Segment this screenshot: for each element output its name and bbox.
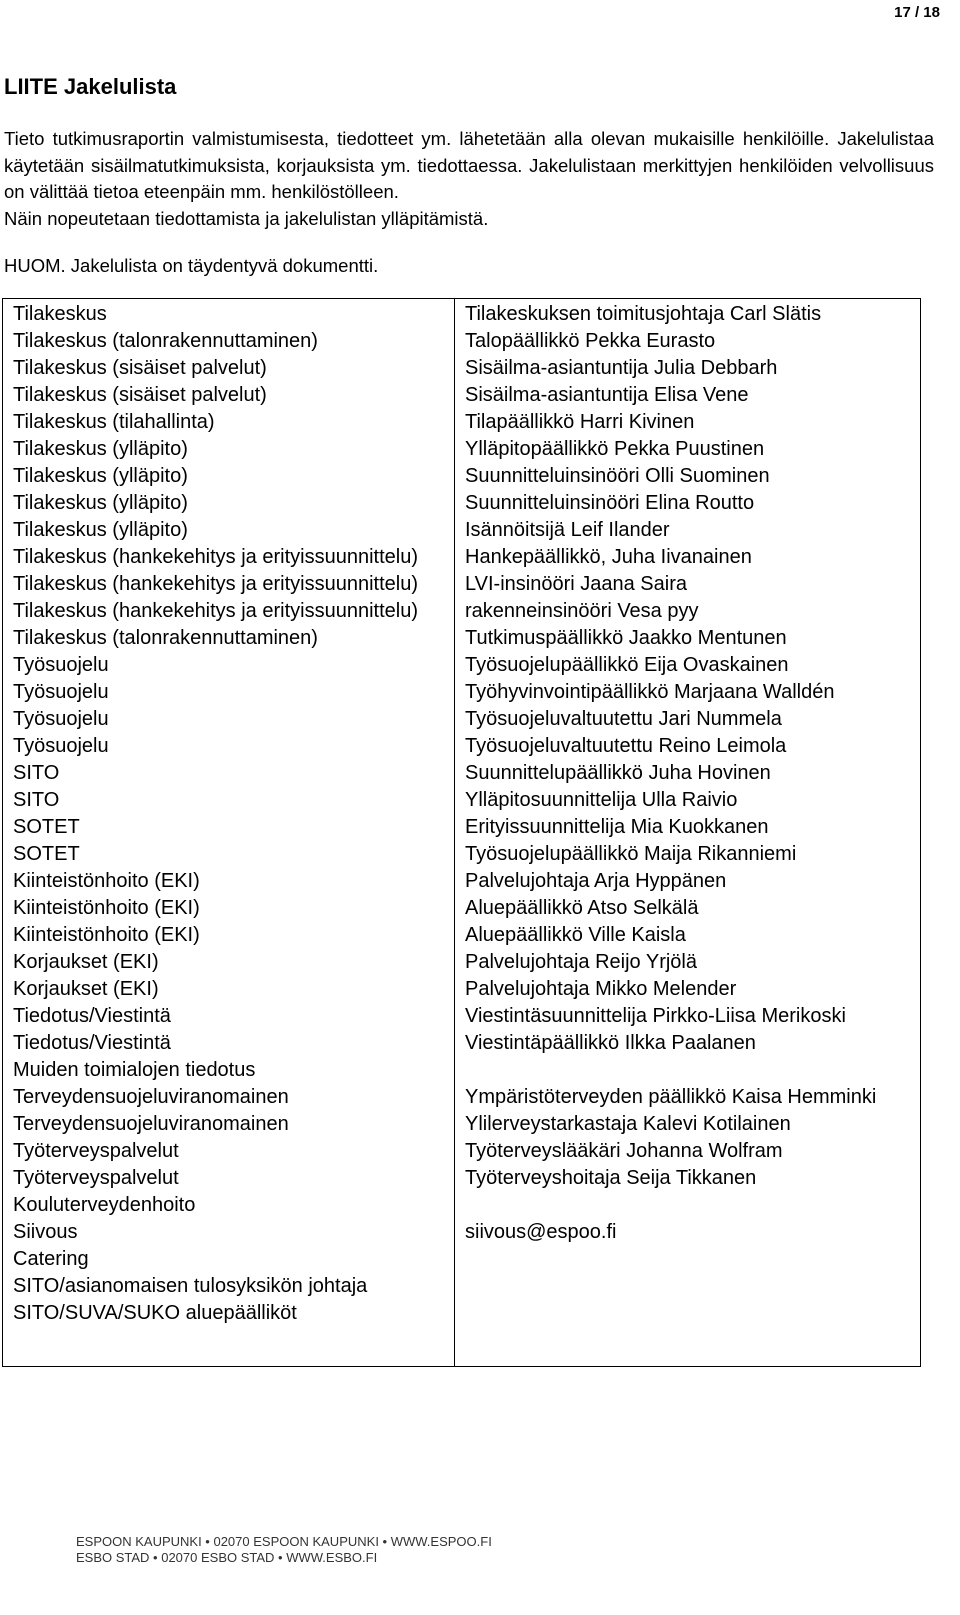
unit-cell: Korjaukset (EKI)	[3, 949, 455, 976]
table-row	[3, 598, 921, 625]
recipient-cell: Työhyvinvointipäällikkö Marjaana Walldén	[455, 679, 921, 706]
unit-cell: Tilakeskus	[3, 299, 455, 329]
table-row	[3, 1084, 921, 1111]
table-row	[3, 787, 921, 814]
table-row	[3, 733, 921, 760]
table-row	[3, 1138, 921, 1165]
table-row	[3, 463, 921, 490]
table-row	[3, 571, 921, 598]
table-row	[3, 490, 921, 517]
table-row	[3, 1273, 921, 1300]
distribution-table	[2, 298, 921, 1367]
recipient-cell: Suunnitteluinsinööri Elina Routto	[455, 490, 921, 517]
footer-line-fi: ESPOON KAUPUNKI • 02070 ESPOON KAUPUNKI • WWW.ESPOO.FI	[76, 1534, 492, 1549]
distribution-table-body	[3, 299, 921, 1367]
unit-cell: Tilakeskus (ylläpito)	[3, 517, 455, 544]
table-row	[3, 1246, 921, 1273]
recipient-cell: Erityissuunnittelija Mia Kuokkanen	[455, 814, 921, 841]
recipient-cell: Suunnitteluinsinööri Olli Suominen	[455, 463, 921, 490]
unit-cell: Kouluterveydenhoito	[3, 1192, 455, 1219]
recipient-cell: Viestintäsuunnittelija Pirkko-Liisa Merikoski	[455, 1003, 921, 1030]
recipient-cell: Työsuojelupäällikkö Eija Ovaskainen	[455, 652, 921, 679]
table-row	[3, 355, 921, 382]
intro-paragraph: Tieto tutkimusraportin valmistumisesta, tiedotteet ym. lähetetään alla olevan mukaisille henkilöille. Jakelulistaa käytetään sisäilmatutkimuksista, korjauksista ym. tiedottaessa. Jakelulistaan merkittyjen henkilöiden velvollisuus on välittää tietoa eteenpäin mm. henkilöstölleen.	[4, 128, 934, 202]
table-row	[3, 1111, 921, 1138]
unit-cell: Kiinteistönhoito (EKI)	[3, 868, 455, 895]
unit-cell: SITO	[3, 760, 455, 787]
recipient-cell: Tutkimuspäällikkö Jaakko Mentunen	[455, 625, 921, 652]
recipient-cell	[455, 1300, 921, 1366]
unit-cell: SITO	[3, 787, 455, 814]
table-row	[3, 625, 921, 652]
table-row	[3, 1057, 921, 1084]
table-row	[3, 949, 921, 976]
table-row	[3, 868, 921, 895]
recipient-cell: Viestintäpäällikkö Ilkka Paalanen	[455, 1030, 921, 1057]
unit-cell: Tilakeskus (ylläpito)	[3, 490, 455, 517]
intro-last-line: Näin nopeutetaan tiedottamista ja jakelulistan ylläpitämistä.	[4, 207, 489, 229]
unit-cell: Työsuojelu	[3, 652, 455, 679]
recipient-cell: Ylläpitopäällikkö Pekka Puustinen	[455, 436, 921, 463]
recipient-cell: Sisäilma-asiantuntija Julia Debbarh	[455, 355, 921, 382]
recipient-cell: Ympäristöterveyden päällikkö Kaisa Hemminki	[455, 1084, 921, 1111]
recipient-cell: Isännöitsijä Leif Ilander	[455, 517, 921, 544]
unit-cell: Tiedotus/Viestintä	[3, 1003, 455, 1030]
unit-cell: Tilakeskus (ylläpito)	[3, 463, 455, 490]
table-row	[3, 922, 921, 949]
recipient-cell: Palvelujohtaja Mikko Melender	[455, 976, 921, 1003]
recipient-cell: siivous@espoo.fi	[455, 1219, 921, 1246]
unit-cell: SITO/SUVA/SUKO aluepäälliköt	[3, 1300, 455, 1366]
recipient-cell: Palvelujohtaja Arja Hyppänen	[455, 868, 921, 895]
unit-cell: Työsuojelu	[3, 679, 455, 706]
unit-cell: Tilakeskus (sisäiset palvelut)	[3, 355, 455, 382]
unit-cell: Catering	[3, 1246, 455, 1273]
unit-cell: Tilakeskus (talonrakennuttaminen)	[3, 625, 455, 652]
recipient-cell: Sisäilma-asiantuntija Elisa Vene	[455, 382, 921, 409]
note-text: HUOM. Jakelulista on täydentyvä dokumentti.	[4, 255, 379, 276]
table-row	[3, 841, 921, 868]
table-row	[3, 1165, 921, 1192]
unit-cell: Tilakeskus (ylläpito)	[3, 436, 455, 463]
recipient-cell: Työsuojeluvaltuutettu Jari Nummela	[455, 706, 921, 733]
recipient-cell: Ylilerveystarkastaja Kalevi Kotilainen	[455, 1111, 921, 1138]
unit-cell: SITO/asianomaisen tulosyksikön johtaja	[3, 1273, 455, 1300]
footer	[76, 1534, 492, 1566]
recipient-cell	[455, 1192, 921, 1219]
table-row	[3, 328, 921, 355]
recipient-cell: Tilakeskuksen toimitusjohtaja Carl Slätis	[455, 299, 921, 329]
table-row	[3, 895, 921, 922]
unit-cell: Korjaukset (EKI)	[3, 976, 455, 1003]
unit-cell: Muiden toimialojen tiedotus	[3, 1057, 455, 1084]
unit-cell: Kiinteistönhoito (EKI)	[3, 895, 455, 922]
table-row	[3, 814, 921, 841]
recipient-cell: rakenneinsinööri Vesa pyy	[455, 598, 921, 625]
recipient-cell: Tilapäällikkö Harri Kivinen	[455, 409, 921, 436]
recipient-cell	[455, 1246, 921, 1273]
unit-cell: Työsuojelu	[3, 706, 455, 733]
table-row	[3, 760, 921, 787]
table-row	[3, 1192, 921, 1219]
recipient-cell: Aluepäällikkö Atso Selkälä	[455, 895, 921, 922]
table-row	[3, 1003, 921, 1030]
page-title: LIITE Jakelulista	[4, 74, 177, 99]
recipient-cell: Palvelujohtaja Reijo Yrjölä	[455, 949, 921, 976]
recipient-cell: Työsuojelupäällikkö Maija Rikanniemi	[455, 841, 921, 868]
unit-cell: Terveydensuojeluviranomainen	[3, 1111, 455, 1138]
unit-cell: Työterveyspalvelut	[3, 1165, 455, 1192]
table-row	[3, 382, 921, 409]
unit-cell: Tilakeskus (sisäiset palvelut)	[3, 382, 455, 409]
table-row	[3, 652, 921, 679]
table-row	[3, 1219, 921, 1246]
unit-cell: Tilakeskus (hankekehitys ja erityissuunnittelu)	[3, 571, 455, 598]
unit-cell: SOTET	[3, 841, 455, 868]
page-number: 17 / 18	[894, 4, 940, 21]
footer-line-sv: ESBO STAD • 02070 ESBO STAD • WWW.ESBO.FI	[76, 1550, 378, 1565]
table-row	[3, 1030, 921, 1057]
recipient-cell: Työsuojeluvaltuutettu Reino Leimola	[455, 733, 921, 760]
unit-cell: Tilakeskus (talonrakennuttaminen)	[3, 328, 455, 355]
unit-cell: Siivous	[3, 1219, 455, 1246]
recipient-cell	[455, 1057, 921, 1084]
table-row	[3, 976, 921, 1003]
unit-cell: Terveydensuojeluviranomainen	[3, 1084, 455, 1111]
table-row	[3, 1300, 921, 1366]
recipient-cell: LVI-insinööri Jaana Saira	[455, 571, 921, 598]
unit-cell: Työsuojelu	[3, 733, 455, 760]
table-row	[3, 544, 921, 571]
recipient-cell: Talopäällikkö Pekka Eurasto	[455, 328, 921, 355]
unit-cell: SOTET	[3, 814, 455, 841]
unit-cell: Tilakeskus (hankekehitys ja erityissuunnittelu)	[3, 544, 455, 571]
table-row	[3, 706, 921, 733]
table-row	[3, 299, 921, 329]
table-row	[3, 436, 921, 463]
unit-cell: Kiinteistönhoito (EKI)	[3, 922, 455, 949]
unit-cell: Tiedotus/Viestintä	[3, 1030, 455, 1057]
recipient-cell: Työterveyshoitaja Seija Tikkanen	[455, 1165, 921, 1192]
recipient-cell: Hankepäällikkö, Juha Iivanainen	[455, 544, 921, 571]
intro-text	[4, 126, 934, 232]
table-row	[3, 517, 921, 544]
recipient-cell: Aluepäällikkö Ville Kaisla	[455, 922, 921, 949]
table-row	[3, 409, 921, 436]
recipient-cell	[455, 1273, 921, 1300]
unit-cell: Tilakeskus (hankekehitys ja erityissuunnittelu)	[3, 598, 455, 625]
recipient-cell: Suunnittelupäällikkö Juha Hovinen	[455, 760, 921, 787]
table-row	[3, 679, 921, 706]
recipient-cell: Työterveyslääkäri Johanna Wolfram	[455, 1138, 921, 1165]
unit-cell: Tilakeskus (tilahallinta)	[3, 409, 455, 436]
unit-cell: Työterveyspalvelut	[3, 1138, 455, 1165]
recipient-cell: Ylläpitosuunnittelija Ulla Raivio	[455, 787, 921, 814]
